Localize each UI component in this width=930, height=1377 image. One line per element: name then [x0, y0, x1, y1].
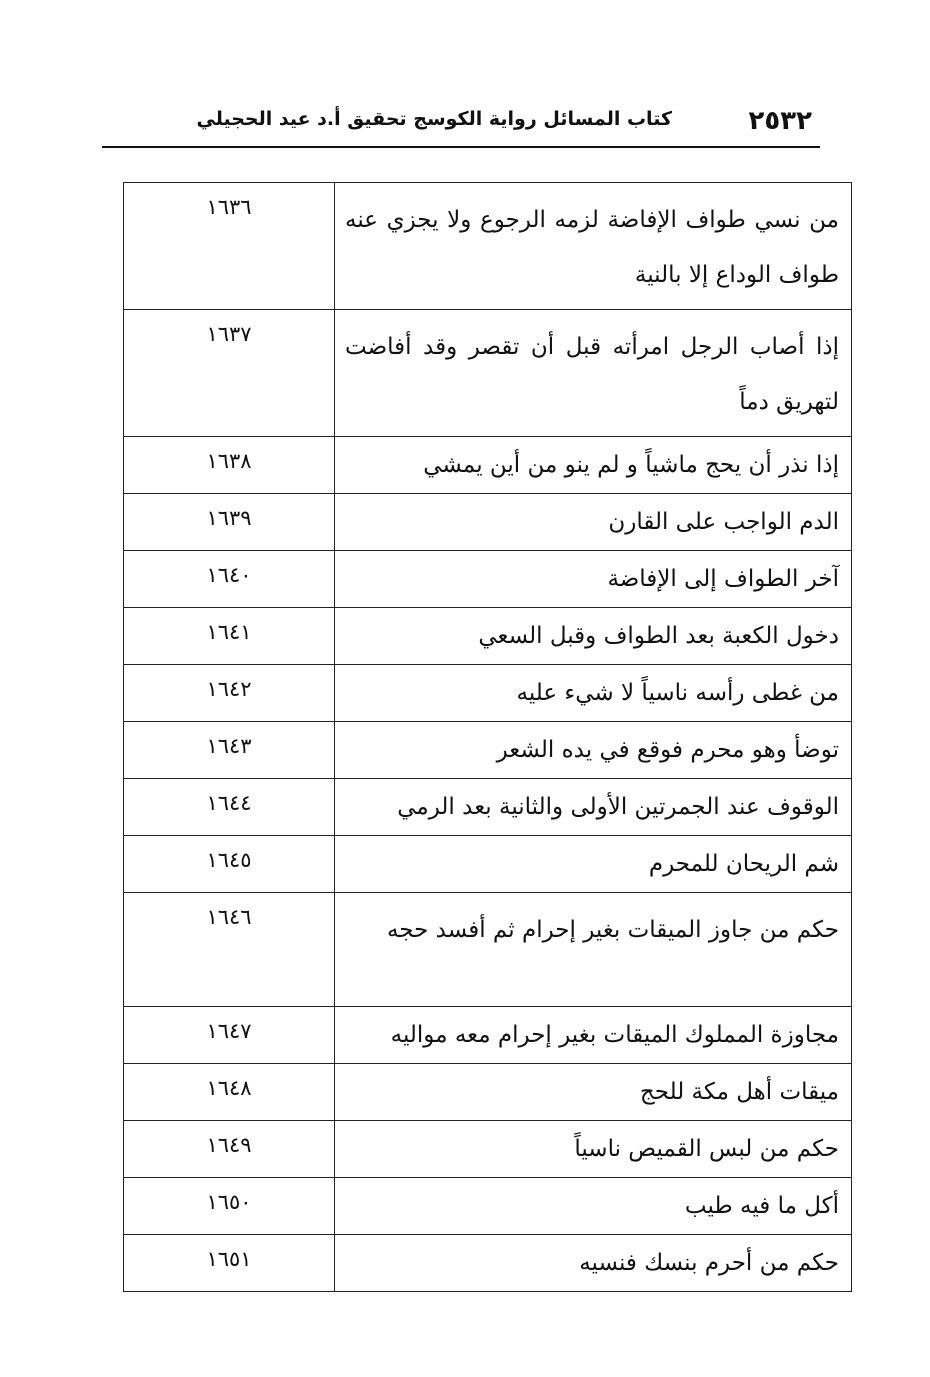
table-row [124, 183, 852, 310]
table-row [124, 665, 852, 722]
page-number: ٢٥٣٢ [748, 106, 812, 136]
question-number-cell: ١٦٣٧ [124, 310, 335, 437]
question-number-cell: ١٦٣٩ [124, 494, 335, 551]
index-table [123, 182, 852, 1292]
table-row [124, 1178, 852, 1235]
question-number-cell: ١٦٤٢ [124, 665, 335, 722]
table-row [124, 437, 852, 494]
table-row [124, 310, 852, 437]
table-row [124, 722, 852, 779]
topic-cell: دخول الكعبة بعد الطواف وقبل السعي [335, 608, 852, 665]
page-header [102, 104, 820, 144]
question-number-cell: ١٦٤٣ [124, 722, 335, 779]
header-rule [102, 146, 820, 148]
topic-cell: من نسي طواف الإفاضة لزمه الرجوع ولا يجزي عنه طواف الوداع إلا بالنية [335, 183, 852, 310]
question-number-cell: ١٦٤٧ [124, 1007, 335, 1064]
table-row [124, 1064, 852, 1121]
question-number-cell: ١٦٤٩ [124, 1121, 335, 1178]
table-row [124, 836, 852, 893]
topic-cell: الوقوف عند الجمرتين الأولى والثانية بعد الرمي [335, 779, 852, 836]
topic-cell: حكم من جاوز الميقات بغير إحرام ثم أفسد حجه [335, 893, 852, 1007]
table-row [124, 551, 852, 608]
topic-cell: توضأ وهو محرم فوقع في يده الشعر [335, 722, 852, 779]
topic-cell: حكم من لبس القميص ناسياً [335, 1121, 852, 1178]
topic-cell: حكم من أحرم بنسك فنسيه [335, 1235, 852, 1292]
table-row [124, 608, 852, 665]
question-number-cell: ١٦٤١ [124, 608, 335, 665]
topic-cell: آخر الطواف إلى الإفاضة [335, 551, 852, 608]
topic-cell: إذا أصاب الرجل امرأته قبل أن تقصر وقد أفاضت لتهريق دماً [335, 310, 852, 437]
question-number-cell: ١٦٤٨ [124, 1064, 335, 1121]
running-title: كتاب المسائل رواية الكوسج تحقيق أ.د عيد الحجيلي [196, 108, 672, 130]
table-row [124, 779, 852, 836]
question-number-cell: ١٦٣٨ [124, 437, 335, 494]
topic-cell: ميقات أهل مكة للحج [335, 1064, 852, 1121]
question-number-cell: ١٦٤٥ [124, 836, 335, 893]
question-number-cell: ١٦٤٠ [124, 551, 335, 608]
question-number-cell: ١٦٥٠ [124, 1178, 335, 1235]
topic-cell: مجاوزة المملوك الميقات بغير إحرام معه مواليه [335, 1007, 852, 1064]
topic-cell: من غطى رأسه ناسياً لا شيء عليه [335, 665, 852, 722]
topic-cell: إذا نذر أن يحج ماشياً و لم ينو من أين يمشي [335, 437, 852, 494]
table-row [124, 1121, 852, 1178]
table-row [124, 1007, 852, 1064]
topic-cell: الدم الواجب على القارن [335, 494, 852, 551]
question-number-cell: ١٦٣٦ [124, 183, 335, 310]
topic-cell: أكل ما فيه طيب [335, 1178, 852, 1235]
question-number-cell: ١٦٤٤ [124, 779, 335, 836]
question-number-cell: ١٦٥١ [124, 1235, 335, 1292]
index-table-body [124, 183, 852, 1292]
table-row [124, 893, 852, 1007]
table-row [124, 494, 852, 551]
question-number-cell: ١٦٤٦ [124, 893, 335, 1007]
topic-cell: شم الريحان للمحرم [335, 836, 852, 893]
table-row [124, 1235, 852, 1292]
